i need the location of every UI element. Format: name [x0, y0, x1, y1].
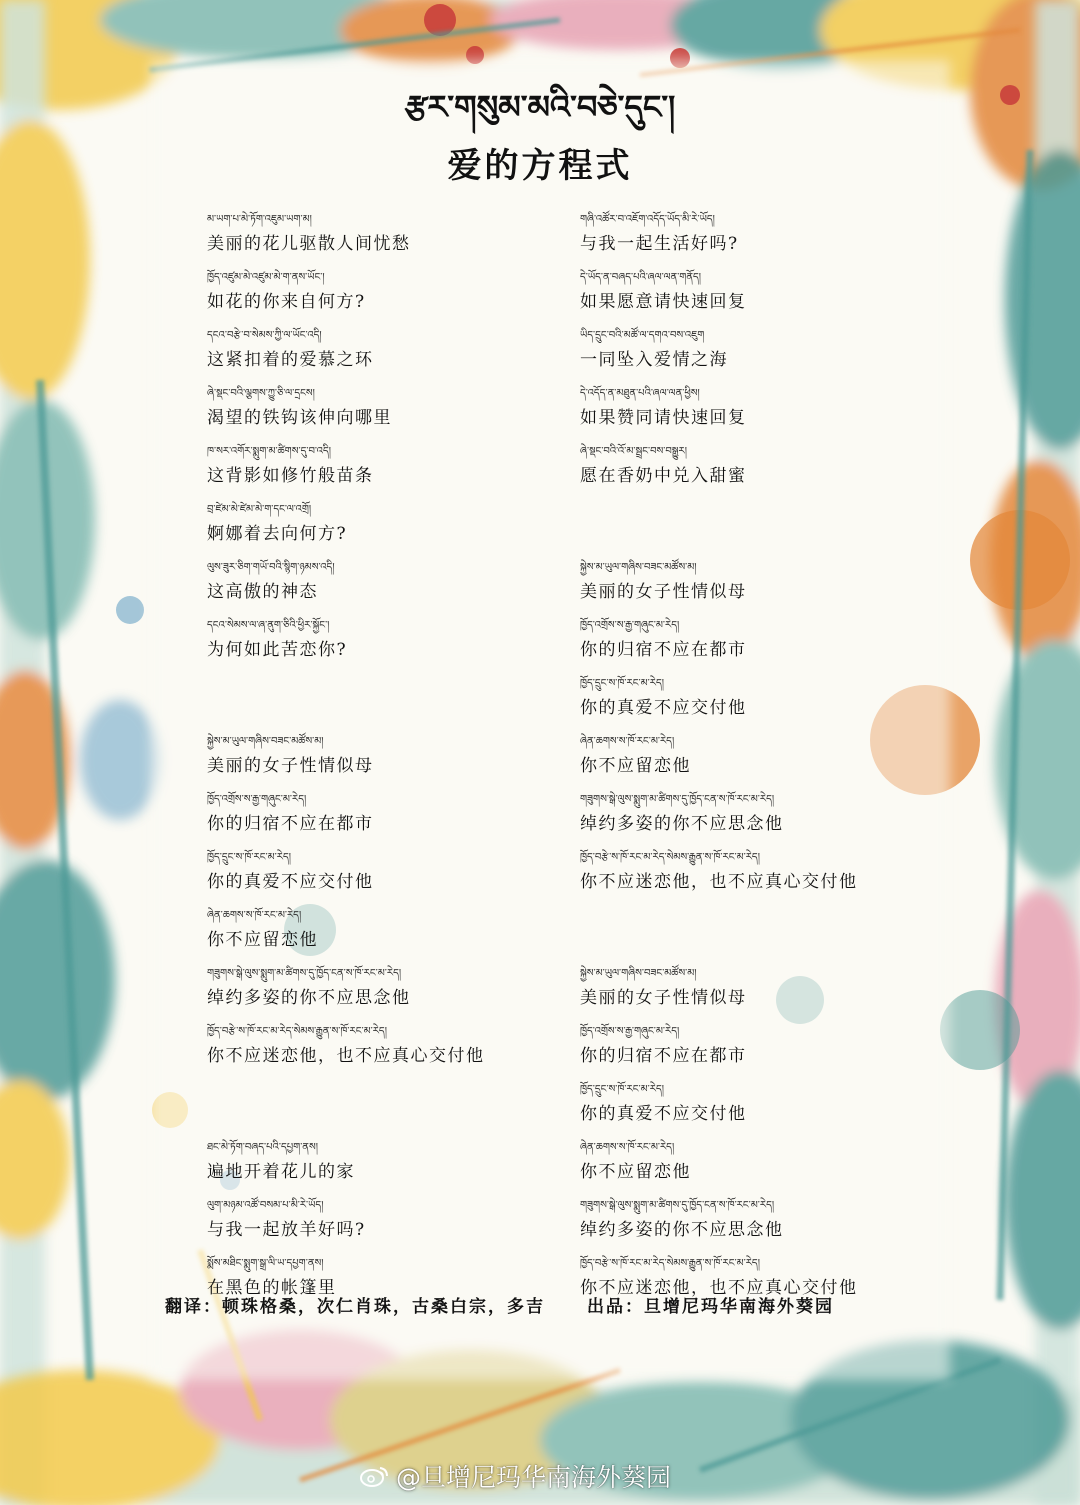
tibetan-lyric-line: ཁྱོད་འགྲོས་ས་རྒྱ་གཞུང་མ་རེད། — [580, 1026, 680, 1037]
lyric-pair — [207, 442, 567, 500]
chinese-lyric-line: 你的真爱不应交付他 — [580, 698, 747, 718]
tibetan-lyric-line: ཁྱོད་དྲུང་ས་ཁོ་རང་མ་རེད། — [580, 1084, 664, 1095]
lyric-pair — [580, 1022, 940, 1080]
tibetan-title: རྩར་གསུམ་མའི་བཅེ་དུང་། — [404, 88, 676, 126]
tibetan-lyric-line: དེ་ཡོད་ན་བཞད་པའི་ཞལ་ལན་གནོད། — [580, 272, 702, 283]
tibetan-lyric-line: གཟུགས་སྒེ་ལུས་སྨུག་མ་ཚིགས་དུ་ཁྱོད་ངན་ས་ཁོ་རང་མ་རེད། — [580, 1200, 775, 1211]
chinese-lyric-line: 美丽的花儿驱散人间忧愁 — [207, 234, 411, 254]
chinese-lyric-line: 你不应迷恋他，也不应真心交付他 — [207, 1046, 485, 1066]
lyric-pair — [580, 1138, 940, 1196]
tibetan-lyric-line: བྲ་ཛེམ་མེ་ཛེམ་མེ་ག་དང་ལ་འགྲོ། — [207, 504, 312, 515]
lyric-pair — [207, 384, 567, 442]
chinese-lyric-line: 绰约多姿的你不应思念他 — [580, 814, 784, 834]
stanza-gap — [580, 906, 940, 964]
tibetan-lyric-line: ཁ་སར་འགོར་སྨུག་མ་ཚིགས་དུ་བ་འདི། — [207, 446, 331, 457]
tibetan-lyric-line: གཟུགས་སྒེ་ལུས་སྨུག་མ་ཚིགས་དུ་ཁྱོད་ངན་ས་ཁོ་རང་མ་རེད། — [207, 968, 402, 979]
tibetan-lyric-line: དངའ་སེམས་ལ་ཞ་ནུག་ཅིའི་ཕྱིར་སྐྱོང་། — [207, 620, 330, 631]
chinese-lyric-line: 你的归宿不应在都市 — [580, 640, 747, 660]
tibetan-lyric-line: ཁྱོད་དྲུང་ས་ཁོ་རང་མ་རེད། — [207, 852, 291, 863]
tibetan-lyric-line: ཞེན་ཆགས་ས་ཁོ་རང་མ་རེད། — [580, 736, 675, 747]
chinese-lyric-line: 绰约多姿的你不应思念他 — [580, 1220, 784, 1240]
chinese-lyric-line: 你不应留恋他 — [207, 930, 318, 950]
chinese-lyric-line: 为何如此苦恋你? — [207, 640, 348, 660]
lyric-pair — [207, 906, 567, 964]
tibetan-lyric-line: དེ་འདོད་ན་མཐུན་པའི་ཞལ་ལན་ཕྱིས། — [580, 388, 700, 399]
credits-line — [165, 1292, 834, 1317]
tibetan-lyric-line: ཁྱོད་བརྩེ་ས་ཁོ་རང་མ་རེད་སེམས་རྒྱུན་ས་ཁོ་རང་མ་རེད། — [580, 852, 760, 863]
chinese-lyric-line: 与我一起生活好吗? — [580, 234, 739, 254]
lyric-pair — [580, 732, 940, 790]
tibetan-lyric-line: སྐྱེས་མ་ཡུལ་གཞིས་བཟང་མཚོས་མ། — [580, 968, 697, 979]
lyric-pair — [580, 384, 940, 442]
watermark-text: @旦增尼玛华南海外葵园 — [396, 1463, 672, 1492]
chinese-lyric-line: 这高傲的神态 — [207, 582, 318, 602]
lyric-pair — [207, 558, 567, 616]
stanza-gap — [580, 500, 940, 558]
right-lyrics-column — [580, 210, 940, 1312]
lyric-pair — [580, 1080, 940, 1138]
chinese-lyric-line: 你不应留恋他 — [580, 1162, 691, 1182]
chinese-lyric-line: 婀娜着去向何方? — [207, 524, 348, 544]
stanza-gap — [207, 1080, 567, 1138]
tibetan-lyric-line: ཡིད་དྲུང་བའི་མཚོ་ལ་དགའ་བས་འཇུག — [580, 330, 705, 341]
tibetan-lyric-line: ཞེ་སྡང་བའི་ལྕགས་ཀྱུ་ཅི་ལ་དྲངས། — [207, 388, 315, 399]
chinese-lyric-line: 遍地开着花儿的家 — [207, 1162, 355, 1182]
chinese-lyric-line: 你的真爱不应交付他 — [207, 872, 374, 892]
chinese-lyric-line: 如果愿意请快速回复 — [580, 292, 747, 312]
lyric-pair — [207, 964, 567, 1022]
tibetan-lyric-line: སྐྱེས་མ་ཡུལ་གཞིས་བཟང་མཚོས་མ། — [207, 736, 324, 747]
chinese-lyric-line: 愿在香奶中兑入甜蜜 — [580, 466, 747, 486]
lyric-pair — [207, 268, 567, 326]
lyric-pair — [580, 326, 940, 384]
tibetan-lyric-line: ཞེན་ཆགས་ས་ཁོ་རང་མ་རེད། — [207, 910, 302, 921]
lyric-pair — [580, 558, 940, 616]
lyric-pair — [207, 732, 567, 790]
lyric-pair — [580, 268, 940, 326]
weibo-icon — [360, 1464, 390, 1488]
weibo-watermark — [360, 1458, 671, 1494]
chinese-lyric-line: 你不应留恋他 — [580, 756, 691, 776]
chinese-lyric-line: 美丽的女子性情似母 — [580, 988, 747, 1008]
producer-credit: 出品：旦增尼玛华南海外葵园 — [587, 1297, 834, 1317]
tibetan-lyric-line: སྨོས་མཐིང་སྨུག་སྒྲ་ལི་ཡ་དཔྱག་ནས། — [207, 1258, 324, 1269]
lyric-pair — [207, 326, 567, 384]
tibetan-lyric-line: ཐང་མེ་ཏོག་བཞད་པའི་དཔྱག་ནས། — [207, 1142, 318, 1153]
chinese-lyric-line: 这背影如修竹般苗条 — [207, 466, 374, 486]
chinese-lyric-line: 你的真爱不应交付他 — [580, 1104, 747, 1124]
lyric-pair — [580, 848, 940, 906]
chinese-lyric-line: 在黑色的帐篷里 — [207, 1278, 337, 1298]
tibetan-lyric-line: ཁྱོད་འཛུམ་མེ་འཛུམ་མེ་ག་ནས་ཡོང་། — [207, 272, 325, 283]
left-lyrics-column — [207, 210, 567, 1312]
tibetan-lyric-line: དངའ་བརྩེ་བ་སེམས་ཀྱི་ལ་ཡོང་འདི། — [207, 330, 322, 341]
tibetan-lyric-line: གཞི་འཚོར་བ་འཇོག་འདོད་ཡོད་མི་རེ་ཡོད། — [580, 214, 715, 225]
lyric-pair — [207, 1196, 567, 1254]
chinese-lyric-line: 这紧扣着的爱慕之环 — [207, 350, 374, 370]
tibetan-lyric-line: ཁྱོད་བརྩེ་ས་ཁོ་རང་མ་རེད་སེམས་རྒྱུན་ས་ཁོ་རང་མ་རེད། — [580, 1258, 760, 1269]
lyric-pair — [207, 1022, 567, 1080]
chinese-lyric-line: 一同坠入爱情之海 — [580, 350, 728, 370]
tibetan-lyric-line: ཞེན་ཆགས་ས་ཁོ་རང་མ་རེད། — [580, 1142, 675, 1153]
lyric-pair — [580, 616, 940, 674]
translation-credit: 翻译：顿珠格桑，次仁肖珠，古桑白宗，多吉 — [165, 1297, 545, 1317]
chinese-lyric-line: 你不应迷恋他，也不应真心交付他 — [580, 872, 858, 892]
tibetan-lyric-line: སྐྱེས་མ་ཡུལ་གཞིས་བཟང་མཚོས་མ། — [580, 562, 697, 573]
lyric-pair — [207, 848, 567, 906]
chinese-lyric-line: 你不应迷恋他，也不应真心交付他 — [580, 1278, 858, 1298]
lyric-pair — [207, 616, 567, 674]
lyric-pair — [580, 1196, 940, 1254]
tibetan-lyric-line: ཞེ་སྡང་བའི་འོ་མ་སྦྲང་བས་བསྒྱུར། — [580, 446, 687, 457]
tibetan-lyric-line: ཁྱོད་དྲུང་ས་ཁོ་རང་མ་རེད། — [580, 678, 664, 689]
lyric-pair — [580, 442, 940, 500]
lyric-pair — [207, 210, 567, 268]
chinese-lyric-line: 美丽的女子性情似母 — [207, 756, 374, 776]
tibetan-lyric-line: ཁྱོད་འགྲོས་ས་རྒྱ་གཞུང་མ་རེད། — [580, 620, 680, 631]
chinese-lyric-line: 如果赞同请快速回复 — [580, 408, 747, 428]
lyric-pair — [580, 790, 940, 848]
chinese-lyric-line: 渴望的铁钩该伸向哪里 — [207, 408, 392, 428]
tibetan-lyric-line: ཁྱོད་འགྲོས་ས་རྒྱ་གཞུང་མ་རེད། — [207, 794, 307, 805]
lyric-pair — [207, 790, 567, 848]
chinese-lyric-line: 绰约多姿的你不应思念他 — [207, 988, 411, 1008]
tibetan-lyric-line: ཁྱོད་བརྩེ་ས་ཁོ་རང་མ་རེད་སེམས་རྒྱུན་ས་ཁོ་རང་མ་རེད། — [207, 1026, 387, 1037]
chinese-lyric-line: 你的归宿不应在都市 — [207, 814, 374, 834]
tibetan-lyric-line: གཟུགས་སྒེ་ལུས་སྨུག་མ་ཚིགས་དུ་ཁྱོད་ངན་ས་ཁོ་རང་མ་རེད། — [580, 794, 775, 805]
tibetan-lyric-line: མ་ཡག་པ་མེ་ཏོག་འཇུམ་ཡག་མ། — [207, 214, 312, 225]
page-title: 爱的方程式 — [447, 146, 633, 186]
lyric-pair — [580, 674, 940, 732]
tibetan-lyric-line: ལུས་ཟུར་ཅིག་གཡོ་བའི་སྙིག་ཉམས་འདི། — [207, 562, 335, 573]
lyric-pair — [580, 210, 940, 268]
chinese-lyric-line: 你的归宿不应在都市 — [580, 1046, 747, 1066]
chinese-lyric-line: 如花的你来自何方? — [207, 292, 366, 312]
lyric-pair — [207, 1138, 567, 1196]
lyric-pair — [580, 964, 940, 1022]
stanza-gap — [207, 674, 567, 732]
chinese-lyric-line: 与我一起放羊好吗? — [207, 1220, 366, 1240]
tibetan-lyric-line: ལུག་མཉམ་འཚོ་བསམ་པ་མི་རེ་ཡོད། — [207, 1200, 324, 1211]
chinese-lyric-line: 美丽的女子性情似母 — [580, 582, 747, 602]
lyric-pair — [207, 500, 567, 558]
